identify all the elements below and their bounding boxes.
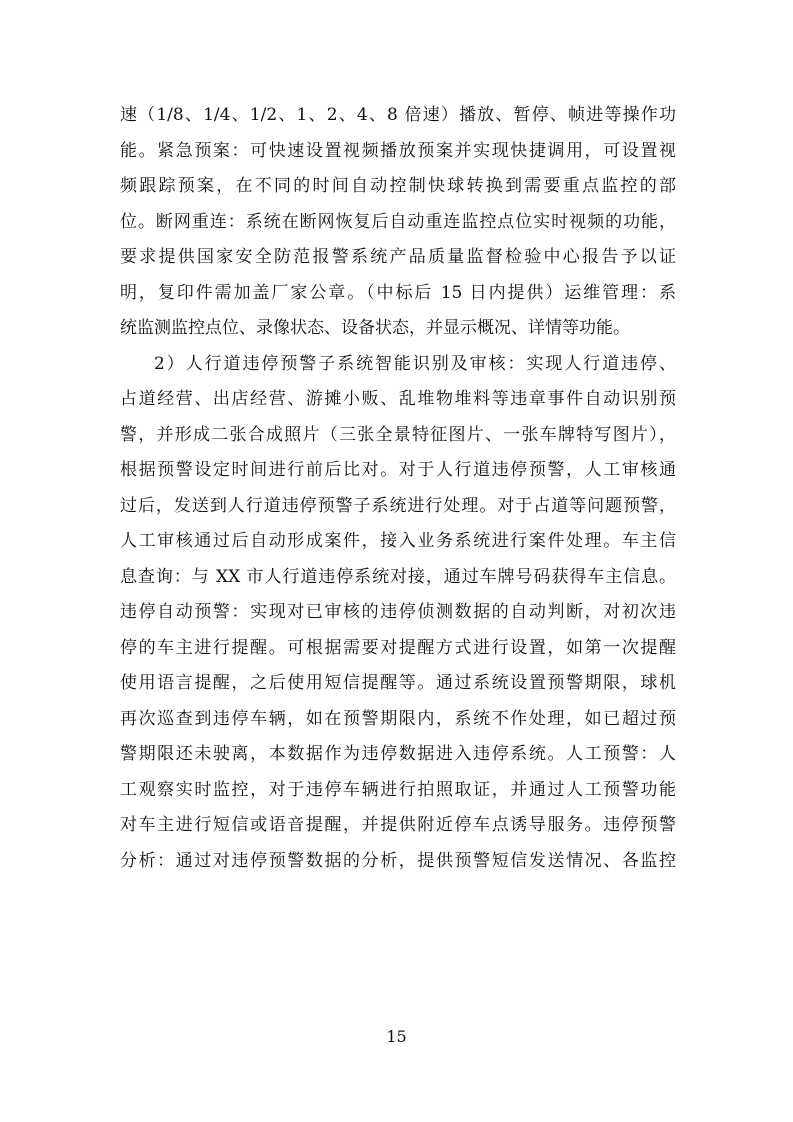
text-line: 根据预警设定时间进行前后比对。对于人行道违停预警，人工审核通 [120, 460, 676, 480]
text-line: 警期限还未驶离，本数据作为违停数据进入违停系统。人工预警：人 [120, 744, 676, 764]
page-number: 15 [386, 1027, 407, 1046]
text-line: 工观察实时监控，对于违停车辆进行拍照取证，并通过人工预警功能 [120, 779, 676, 800]
text-line: 要求提供国家安全防范报警系统产品质量监督检验中心报告予以证 [120, 247, 676, 267]
text-line: 警，并形成二张合成照片（三张全景特征图片、一张车牌特写图片）， [120, 424, 676, 445]
text-line: 人工审核通过后自动形成案件，接入业务系统进行案件处理。车主信 [120, 531, 676, 551]
text-line: 统监测监控点位、录像状态、设备状态，并显示概况、详情等功能。 [120, 318, 630, 338]
text-line: 再次巡查到违停车辆，如在预警期限内，系统不作处理，如已超过预 [120, 708, 676, 729]
text-line: 过后，发送到人行道违停预警子系统进行处理。对于占道等问题预警， [120, 495, 676, 516]
text-line: 频跟踪预案，在不同的时间自动控制快球转换到需要重点监控的部 [120, 176, 676, 196]
text-line: 分析：通过对违停预警数据的分析，提供预警短信发送情况、各监控 [120, 850, 676, 871]
text-line: 位。断网重连：系统在断网恢复后自动重连监控点位实时视频的功能， [120, 211, 676, 232]
text-line: 停的车主进行提醒。可根据需要对提醒方式进行设置，如第一次提醒 [120, 637, 676, 658]
text-line: 息查询：与 XX 市人行道违停系统对接，通过车牌号码获得车主信息。 [120, 566, 676, 587]
text-line: 能。紧急预案：可快速设置视频播放预案并实现快捷调用，可设置视 [120, 140, 676, 161]
body-text [120, 98, 676, 879]
text-line: 占道经营、出店经营、游摊小贩、乱堆物堆料等违章事件自动识别预 [120, 389, 676, 409]
text-line: 对车主进行短信或语音提醒，并提供附近停车点诱导服务。违停预警 [120, 815, 676, 835]
text-line: 明，复印件需加盖厂家公章。（中标后 15 日内提供）运维管理：系 [120, 282, 676, 303]
text-line: 违停自动预警：实现对已审核的违停侦测数据的自动判断，对初次违 [120, 602, 676, 622]
text-line: 速（1/8、1/4、1/2、1、2、4、8 倍速）播放、暂停、帧进等操作功 [120, 105, 676, 125]
paragraph-start-line: 2）人行道违停预警子系统智能识别及审核：实现人行道违停、 [154, 353, 676, 374]
text-line: 使用语言提醒，之后使用短信提醒等。通过系统设置预警期限，球机 [120, 673, 676, 693]
